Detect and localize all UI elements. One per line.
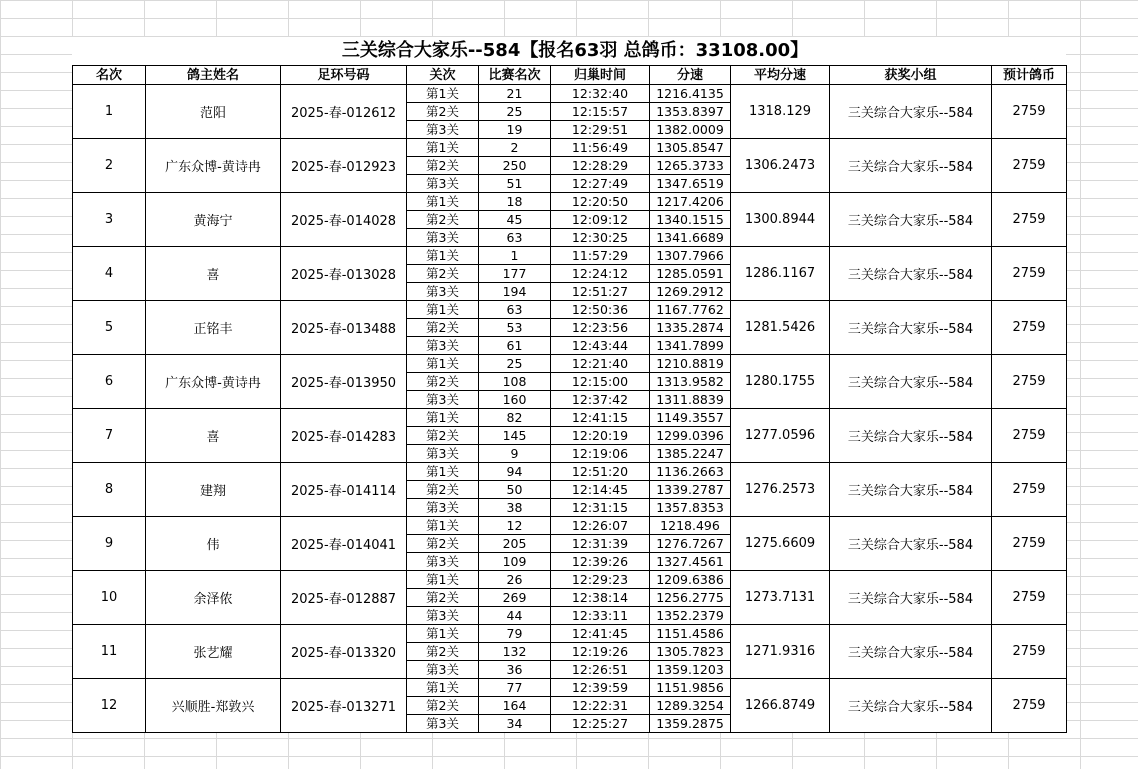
speed-cell[interactable]: 1299.0396	[650, 427, 731, 445]
table-row	[73, 625, 1067, 643]
place-cell[interactable]: 50	[479, 481, 551, 499]
ring-cell[interactable]: 2025-春-014283	[281, 409, 407, 463]
place-cell[interactable]: 250	[479, 157, 551, 175]
leg-cell[interactable]: 第1关	[407, 301, 479, 319]
leg-cell[interactable]: 第3关	[407, 121, 479, 139]
group-cell[interactable]: 三关综合大家乐--584	[830, 139, 992, 193]
rank-cell[interactable]: 1	[73, 85, 146, 139]
rank-cell[interactable]: 3	[73, 193, 146, 247]
speed-cell[interactable]: 1217.4206	[650, 193, 731, 211]
avg-speed-cell[interactable]: 1300.8944	[731, 193, 830, 247]
place-cell[interactable]: 2	[479, 139, 551, 157]
place-cell[interactable]: 53	[479, 319, 551, 337]
speed-cell[interactable]: 1305.7823	[650, 643, 731, 661]
place-cell[interactable]: 63	[479, 229, 551, 247]
place-cell[interactable]: 26	[479, 571, 551, 589]
table-row	[73, 355, 1067, 373]
speed-cell[interactable]: 1359.2875	[650, 715, 731, 733]
avg-speed-cell[interactable]: 1277.0596	[731, 409, 830, 463]
owner-cell[interactable]: 兴顺胜-郑敦兴	[146, 679, 281, 733]
owner-cell[interactable]: 建翔	[146, 463, 281, 517]
rank-cell[interactable]: 8	[73, 463, 146, 517]
place-cell[interactable]: 25	[479, 355, 551, 373]
leg-cell[interactable]: 第2关	[407, 211, 479, 229]
group-cell[interactable]: 三关综合大家乐--584	[830, 355, 992, 409]
time-cell[interactable]: 12:31:15	[551, 499, 650, 517]
time-cell[interactable]: 12:25:27	[551, 715, 650, 733]
coins-cell[interactable]: 2759	[992, 625, 1067, 679]
place-cell[interactable]: 1	[479, 247, 551, 265]
time-cell[interactable]: 12:50:36	[551, 301, 650, 319]
time-cell[interactable]: 12:20:19	[551, 427, 650, 445]
time-cell[interactable]: 12:39:59	[551, 679, 650, 697]
speed-cell[interactable]: 1335.2874	[650, 319, 731, 337]
rank-cell[interactable]: 7	[73, 409, 146, 463]
owner-cell[interactable]: 伟	[146, 517, 281, 571]
time-cell[interactable]: 12:39:26	[551, 553, 650, 571]
coins-cell[interactable]: 2759	[992, 679, 1067, 733]
leg-cell[interactable]: 第2关	[407, 481, 479, 499]
speed-cell[interactable]: 1285.0591	[650, 265, 731, 283]
table-row	[73, 409, 1067, 427]
speed-cell[interactable]: 1149.3557	[650, 409, 731, 427]
speed-cell[interactable]: 1339.2787	[650, 481, 731, 499]
time-cell[interactable]: 12:15:57	[551, 103, 650, 121]
time-cell[interactable]: 12:51:27	[551, 283, 650, 301]
time-cell[interactable]: 12:26:51	[551, 661, 650, 679]
speed-cell[interactable]: 1209.6386	[650, 571, 731, 589]
group-cell[interactable]: 三关综合大家乐--584	[830, 571, 992, 625]
place-cell[interactable]: 36	[479, 661, 551, 679]
header-avg-speed[interactable]: 平均分速	[731, 66, 830, 85]
leg-cell[interactable]: 第1关	[407, 463, 479, 481]
coins-cell[interactable]: 2759	[992, 193, 1067, 247]
leg-cell[interactable]: 第3关	[407, 337, 479, 355]
leg-cell[interactable]: 第2关	[407, 643, 479, 661]
avg-speed-cell[interactable]: 1275.6609	[731, 517, 830, 571]
place-cell[interactable]: 132	[479, 643, 551, 661]
table-row	[73, 571, 1067, 589]
speed-cell[interactable]: 1276.7267	[650, 535, 731, 553]
speed-cell[interactable]: 1340.1515	[650, 211, 731, 229]
header-owner[interactable]: 鸽主姓名	[146, 66, 281, 85]
results-sheet	[72, 37, 1066, 733]
leg-cell[interactable]: 第3关	[407, 229, 479, 247]
time-cell[interactable]: 12:09:12	[551, 211, 650, 229]
time-cell[interactable]: 12:32:40	[551, 85, 650, 103]
time-cell[interactable]: 12:15:00	[551, 373, 650, 391]
time-cell[interactable]: 12:29:51	[551, 121, 650, 139]
table-row	[73, 247, 1067, 265]
table-row	[73, 679, 1067, 697]
speed-cell[interactable]: 1307.7966	[650, 247, 731, 265]
place-cell[interactable]: 18	[479, 193, 551, 211]
owner-cell[interactable]: 正铭丰	[146, 301, 281, 355]
table-row	[73, 139, 1067, 157]
leg-cell[interactable]: 第3关	[407, 445, 479, 463]
time-cell[interactable]: 12:14:45	[551, 481, 650, 499]
owner-cell[interactable]: 广东众博-黄诗冉	[146, 139, 281, 193]
avg-speed-cell[interactable]: 1280.1755	[731, 355, 830, 409]
group-cell[interactable]: 三关综合大家乐--584	[830, 409, 992, 463]
time-cell[interactable]: 12:19:26	[551, 643, 650, 661]
ring-cell[interactable]: 2025-春-012923	[281, 139, 407, 193]
speed-cell[interactable]: 1265.3733	[650, 157, 731, 175]
place-cell[interactable]: 205	[479, 535, 551, 553]
speed-cell[interactable]: 1382.0009	[650, 121, 731, 139]
place-cell[interactable]: 19	[479, 121, 551, 139]
place-cell[interactable]: 61	[479, 337, 551, 355]
time-cell[interactable]: 12:30:25	[551, 229, 650, 247]
ring-cell[interactable]: 2025-春-013028	[281, 247, 407, 301]
leg-cell[interactable]: 第2关	[407, 157, 479, 175]
ring-cell[interactable]: 2025-春-013488	[281, 301, 407, 355]
speed-cell[interactable]: 1327.4561	[650, 553, 731, 571]
group-cell[interactable]: 三关综合大家乐--584	[830, 193, 992, 247]
group-cell[interactable]: 三关综合大家乐--584	[830, 247, 992, 301]
leg-cell[interactable]: 第3关	[407, 607, 479, 625]
leg-cell[interactable]: 第3关	[407, 715, 479, 733]
time-cell[interactable]: 12:41:45	[551, 625, 650, 643]
speed-cell[interactable]: 1353.8397	[650, 103, 731, 121]
time-cell[interactable]: 11:57:29	[551, 247, 650, 265]
place-cell[interactable]: 44	[479, 607, 551, 625]
table-row	[73, 463, 1067, 481]
place-cell[interactable]: 79	[479, 625, 551, 643]
table-row	[73, 301, 1067, 319]
time-cell[interactable]: 12:29:23	[551, 571, 650, 589]
place-cell[interactable]: 145	[479, 427, 551, 445]
leg-cell[interactable]: 第1关	[407, 247, 479, 265]
owner-cell[interactable]: 喜	[146, 409, 281, 463]
coins-cell[interactable]: 2759	[992, 463, 1067, 517]
leg-cell[interactable]: 第1关	[407, 679, 479, 697]
ring-cell[interactable]: 2025-春-014114	[281, 463, 407, 517]
time-cell[interactable]: 12:23:56	[551, 319, 650, 337]
results-body	[73, 85, 1067, 733]
coins-cell[interactable]: 2759	[992, 247, 1067, 301]
ring-cell[interactable]: 2025-春-012612	[281, 85, 407, 139]
leg-cell[interactable]: 第2关	[407, 373, 479, 391]
owner-cell[interactable]: 范阳	[146, 85, 281, 139]
time-cell[interactable]: 12:21:40	[551, 355, 650, 373]
time-cell[interactable]: 12:41:15	[551, 409, 650, 427]
rank-cell[interactable]: 10	[73, 571, 146, 625]
speed-cell[interactable]: 1357.8353	[650, 499, 731, 517]
ring-cell[interactable]: 2025-春-012887	[281, 571, 407, 625]
owner-cell[interactable]: 广东众博-黄诗冉	[146, 355, 281, 409]
place-cell[interactable]: 12	[479, 517, 551, 535]
time-cell[interactable]: 12:28:29	[551, 157, 650, 175]
speed-cell[interactable]: 1218.496	[650, 517, 731, 535]
owner-cell[interactable]: 张艺耀	[146, 625, 281, 679]
ring-cell[interactable]: 2025-春-013320	[281, 625, 407, 679]
speed-cell[interactable]: 1256.2775	[650, 589, 731, 607]
header-place[interactable]: 比赛名次	[479, 66, 551, 85]
leg-cell[interactable]: 第3关	[407, 175, 479, 193]
leg-cell[interactable]: 第1关	[407, 409, 479, 427]
place-cell[interactable]: 177	[479, 265, 551, 283]
leg-cell[interactable]: 第1关	[407, 85, 479, 103]
speed-cell[interactable]: 1359.1203	[650, 661, 731, 679]
leg-cell[interactable]: 第3关	[407, 499, 479, 517]
speed-cell[interactable]: 1269.2912	[650, 283, 731, 301]
time-cell[interactable]: 12:27:49	[551, 175, 650, 193]
owner-cell[interactable]: 余泽侬	[146, 571, 281, 625]
time-cell[interactable]: 12:22:31	[551, 697, 650, 715]
owner-cell[interactable]: 喜	[146, 247, 281, 301]
speed-cell[interactable]: 1341.6689	[650, 229, 731, 247]
header-time[interactable]: 归巢时间	[551, 66, 650, 85]
time-cell[interactable]: 11:56:49	[551, 139, 650, 157]
time-cell[interactable]: 12:24:12	[551, 265, 650, 283]
place-cell[interactable]: 160	[479, 391, 551, 409]
speed-cell[interactable]: 1167.7762	[650, 301, 731, 319]
place-cell[interactable]: 38	[479, 499, 551, 517]
place-cell[interactable]: 82	[479, 409, 551, 427]
leg-cell[interactable]: 第1关	[407, 139, 479, 157]
leg-cell[interactable]: 第2关	[407, 589, 479, 607]
coins-cell[interactable]: 2759	[992, 301, 1067, 355]
time-cell[interactable]: 12:37:42	[551, 391, 650, 409]
avg-speed-cell[interactable]: 1276.2573	[731, 463, 830, 517]
place-cell[interactable]: 94	[479, 463, 551, 481]
leg-cell[interactable]: 第1关	[407, 625, 479, 643]
time-cell[interactable]: 12:33:11	[551, 607, 650, 625]
time-cell[interactable]: 12:19:06	[551, 445, 650, 463]
rank-cell[interactable]: 12	[73, 679, 146, 733]
group-cell[interactable]: 三关综合大家乐--584	[830, 85, 992, 139]
header-coins[interactable]: 预计鸽币	[992, 66, 1067, 85]
coins-cell[interactable]: 2759	[992, 571, 1067, 625]
header-row	[73, 66, 1067, 85]
leg-cell[interactable]: 第3关	[407, 283, 479, 301]
ring-cell[interactable]: 2025-春-014041	[281, 517, 407, 571]
owner-cell[interactable]: 黄海宁	[146, 193, 281, 247]
leg-cell[interactable]: 第2关	[407, 103, 479, 121]
group-cell[interactable]: 三关综合大家乐--584	[830, 679, 992, 733]
table-row	[73, 85, 1067, 103]
place-cell[interactable]: 25	[479, 103, 551, 121]
speed-cell[interactable]: 1313.9582	[650, 373, 731, 391]
rank-cell[interactable]: 6	[73, 355, 146, 409]
speed-cell[interactable]: 1216.4135	[650, 85, 731, 103]
leg-cell[interactable]: 第1关	[407, 355, 479, 373]
place-cell[interactable]: 194	[479, 283, 551, 301]
table-row	[73, 193, 1067, 211]
coins-cell[interactable]: 2759	[992, 409, 1067, 463]
avg-speed-cell[interactable]: 1271.9316	[731, 625, 830, 679]
time-cell[interactable]: 12:26:07	[551, 517, 650, 535]
speed-cell[interactable]: 1341.7899	[650, 337, 731, 355]
group-cell[interactable]: 三关综合大家乐--584	[830, 463, 992, 517]
coins-cell[interactable]: 2759	[992, 85, 1067, 139]
place-cell[interactable]: 34	[479, 715, 551, 733]
speed-cell[interactable]: 1289.3254	[650, 697, 731, 715]
rank-cell[interactable]: 5	[73, 301, 146, 355]
avg-speed-cell[interactable]: 1266.8749	[731, 679, 830, 733]
group-cell[interactable]: 三关综合大家乐--584	[830, 301, 992, 355]
place-cell[interactable]: 9	[479, 445, 551, 463]
table-row	[73, 517, 1067, 535]
rank-cell[interactable]: 9	[73, 517, 146, 571]
sheet-title: 三关综合大家乐--584【报名63羽 总鸽币：33108.00】	[341, 40, 809, 61]
place-cell[interactable]: 77	[479, 679, 551, 697]
time-cell[interactable]: 12:51:20	[551, 463, 650, 481]
speed-cell[interactable]: 1385.2247	[650, 445, 731, 463]
avg-speed-cell[interactable]: 1286.1167	[731, 247, 830, 301]
speed-cell[interactable]: 1136.2663	[650, 463, 731, 481]
speed-cell[interactable]: 1347.6519	[650, 175, 731, 193]
time-cell[interactable]: 12:31:39	[551, 535, 650, 553]
time-cell[interactable]: 12:20:50	[551, 193, 650, 211]
place-cell[interactable]: 51	[479, 175, 551, 193]
place-cell[interactable]: 269	[479, 589, 551, 607]
group-cell[interactable]: 三关综合大家乐--584	[830, 625, 992, 679]
leg-cell[interactable]: 第3关	[407, 661, 479, 679]
place-cell[interactable]: 108	[479, 373, 551, 391]
leg-cell[interactable]: 第1关	[407, 517, 479, 535]
header-speed[interactable]: 分速	[650, 66, 731, 85]
header-leg[interactable]: 关次	[407, 66, 479, 85]
speed-cell[interactable]: 1352.2379	[650, 607, 731, 625]
coins-cell[interactable]: 2759	[992, 517, 1067, 571]
place-cell[interactable]: 164	[479, 697, 551, 715]
rank-cell[interactable]: 11	[73, 625, 146, 679]
avg-speed-cell[interactable]: 1306.2473	[731, 139, 830, 193]
speed-cell[interactable]: 1311.8839	[650, 391, 731, 409]
leg-cell[interactable]: 第2关	[407, 535, 479, 553]
leg-cell[interactable]: 第2关	[407, 427, 479, 445]
leg-cell[interactable]: 第3关	[407, 391, 479, 409]
group-cell[interactable]: 三关综合大家乐--584	[830, 517, 992, 571]
speed-cell[interactable]: 1151.4586	[650, 625, 731, 643]
results-table	[72, 65, 1067, 733]
header-ring[interactable]: 足环号码	[281, 66, 407, 85]
coins-cell[interactable]: 2759	[992, 139, 1067, 193]
ring-cell[interactable]: 2025-春-013271	[281, 679, 407, 733]
place-cell[interactable]: 109	[479, 553, 551, 571]
leg-cell[interactable]: 第2关	[407, 697, 479, 715]
place-cell[interactable]: 45	[479, 211, 551, 229]
ring-cell[interactable]: 2025-春-013950	[281, 355, 407, 409]
speed-cell[interactable]: 1210.8819	[650, 355, 731, 373]
rank-cell[interactable]: 4	[73, 247, 146, 301]
time-cell[interactable]: 12:38:14	[551, 589, 650, 607]
avg-speed-cell[interactable]: 1273.7131	[731, 571, 830, 625]
leg-cell[interactable]: 第3关	[407, 553, 479, 571]
header-group[interactable]: 获奖小组	[830, 66, 992, 85]
coins-cell[interactable]: 2759	[992, 355, 1067, 409]
time-cell[interactable]: 12:43:44	[551, 337, 650, 355]
leg-cell[interactable]: 第1关	[407, 571, 479, 589]
header-rank[interactable]: 名次	[73, 66, 146, 85]
leg-cell[interactable]: 第2关	[407, 265, 479, 283]
place-cell[interactable]: 21	[479, 85, 551, 103]
avg-speed-cell[interactable]: 1281.5426	[731, 301, 830, 355]
leg-cell[interactable]: 第1关	[407, 193, 479, 211]
ring-cell[interactable]: 2025-春-014028	[281, 193, 407, 247]
place-cell[interactable]: 63	[479, 301, 551, 319]
speed-cell[interactable]: 1305.8547	[650, 139, 731, 157]
leg-cell[interactable]: 第2关	[407, 319, 479, 337]
rank-cell[interactable]: 2	[73, 139, 146, 193]
avg-speed-cell[interactable]: 1318.129	[731, 85, 830, 139]
speed-cell[interactable]: 1151.9856	[650, 679, 731, 697]
